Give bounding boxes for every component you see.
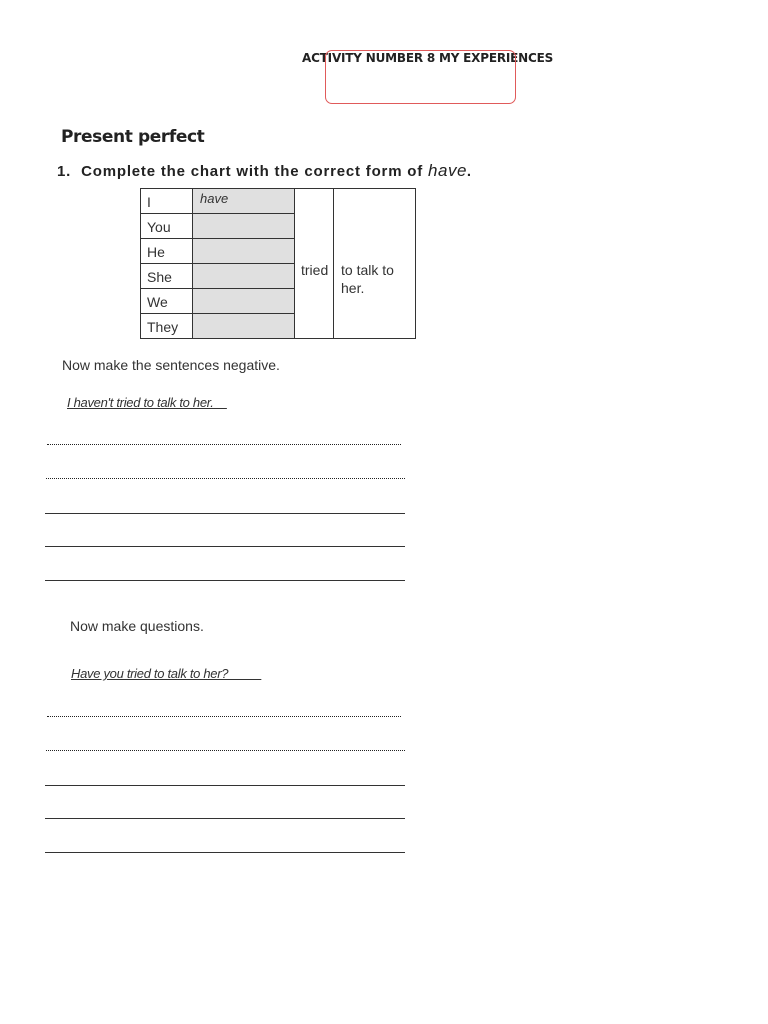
answer-line[interactable]: [45, 852, 405, 853]
chart-row: [141, 214, 295, 239]
answer-line[interactable]: [45, 580, 405, 581]
instruction-text: Complete the chart with the correct form of: [81, 163, 429, 180]
chart-pronoun: We: [141, 289, 193, 313]
title-highlight-box: [325, 50, 516, 104]
section-heading: Present perfect: [61, 127, 205, 147]
chart-pronoun: They: [141, 314, 193, 338]
answer-line[interactable]: [46, 750, 405, 751]
negative-prompt: Now make the sentences negative.: [62, 357, 280, 373]
questions-prompt: Now make questions.: [70, 618, 204, 634]
answer-line[interactable]: [47, 716, 401, 717]
conjugation-chart: [140, 188, 416, 339]
chart-verb-cell[interactable]: [193, 289, 295, 313]
chart-row: [141, 289, 295, 314]
chart-verb-cell[interactable]: [193, 214, 295, 238]
answer-line[interactable]: [46, 478, 405, 479]
answer-line[interactable]: [45, 818, 405, 819]
chart-row: [141, 239, 295, 264]
answer-line[interactable]: [45, 785, 405, 786]
answer-line[interactable]: [45, 513, 405, 514]
chart-rest-column: [334, 189, 415, 338]
chart-pronoun: I: [141, 189, 193, 213]
chart-verb-cell[interactable]: have: [193, 189, 295, 213]
chart-pronoun: You: [141, 214, 193, 238]
chart-row: [141, 189, 295, 214]
chart-participle: tried: [301, 262, 329, 278]
instruction-period: .: [466, 163, 472, 180]
instruction-verb: have: [428, 161, 467, 180]
chart-rest-text: to talk to her.: [341, 262, 394, 296]
chart-participle-column: [295, 189, 334, 338]
chart-row: [141, 314, 295, 339]
chart-verb-cell[interactable]: [193, 264, 295, 288]
answer-line[interactable]: [45, 546, 405, 547]
exercise-instruction: [57, 161, 472, 181]
questions-example: Have you tried to talk to her?: [71, 666, 262, 681]
chart-pronoun: She: [141, 264, 193, 288]
chart-verb-cell[interactable]: [193, 239, 295, 263]
exercise-number: 1.: [57, 163, 72, 180]
chart-row: [141, 264, 295, 289]
chart-pronoun: He: [141, 239, 193, 263]
chart-verb-cell[interactable]: [193, 314, 295, 338]
answer-line[interactable]: [47, 444, 401, 445]
negative-example: I haven't tried to talk to her.: [67, 395, 227, 410]
document-title: ACTIVITY NUMBER 8 MY EXPERIENCES: [302, 51, 554, 65]
